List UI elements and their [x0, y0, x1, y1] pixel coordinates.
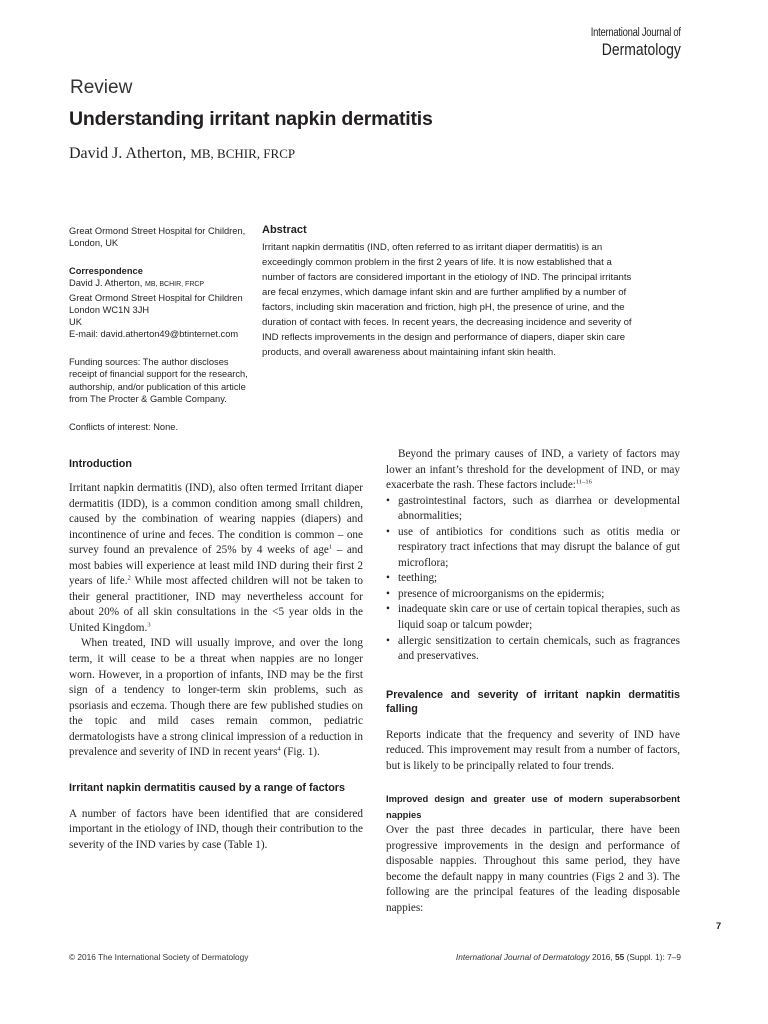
author-line	[69, 145, 295, 163]
footer-citation: International Journal of Dermatology 2016, 55 (Suppl. 1): 7–9	[455, 952, 681, 962]
footer-journal: International Journal of Dermatology	[455, 952, 590, 962]
design-paragraph: Over the past three decades in particular, there have been progressive improvements in the design and performance of disposable nappies. Throughout this same period, they have become the default nappy in many countries (Figs 2 and 3). The following are the principal features of the leading disposable nappies:	[386, 824, 680, 915]
beyond-paragraph: Beyond the primary causes of IND, a variety of factors may lower an infant’s threshold for the development of IND, or may exacerbate the rash. These factors include:$^{11-16}$	[386, 448, 680, 492]
abstract-line: exceedingly common problem in the first 2 years of life. It is now established that a	[262, 257, 612, 268]
abstract-line: products, and overall awareness about maintaining infant skin health.	[262, 347, 556, 358]
abstract-line: factors, including skin maceration and friction, high pH, the presence of urine, and the	[262, 302, 625, 313]
subsection-heading-design: Improved design and greater use of modern superabsorbent nappies	[386, 793, 680, 821]
contributing-factors-list	[386, 494, 680, 665]
abstract-heading: Abstract	[262, 224, 307, 236]
journal-logo	[571, 28, 681, 58]
journal-name-line1: International Journal of	[590, 27, 681, 39]
abstract-line: number of factors are considered important in the etiology of IND. The principal irritants	[262, 272, 632, 283]
page-number: 7	[716, 920, 722, 931]
introduction-paragraph-2: When treated, IND will usually improve, and over the long term, it will cease to be a threat when nappies are no longer worn. However, in a proportion of infants, IND may be the first sign of a tendency to longer-term skin problems, such as psoriasis and eczema. Though there are few published studies on the topic and mild cases remain common, pediatric dermatologists have a strong clinical impression of a reduction in prevalence and severity of IND in recent years$^4$ (Fig. 1).	[69, 637, 363, 759]
correspondence-heading: Correspondence	[69, 266, 143, 276]
affiliation	[69, 225, 254, 250]
prevalence-paragraph: Reports indicate that the frequency and severity of IND have reduced. This improvement may result from a number of factors, but is likely to be principally related to four trends.	[386, 728, 680, 772]
funding-line: Funding sources: The author discloses	[69, 357, 229, 367]
funding-line: from The Procter & Gamble Company.	[69, 393, 227, 404]
correspondence-degrees: MB, BCHIR, FRCP	[144, 281, 205, 289]
conflicts-statement: Conflicts of interest: None.	[69, 422, 179, 432]
abstract-line: duration of contact with feces. In recent years, the decreasing incidence and severity of	[262, 317, 632, 328]
abstract-line: are fecal enzymes, which damage infant skin and are further amplified by a number of	[262, 287, 627, 298]
correspondence-block	[69, 265, 254, 341]
correspondence-name: David J. Atherton, MB, BCHIR, FRCP	[69, 278, 205, 289]
section-heading-introduction: Introduction	[69, 458, 132, 470]
correspondence-email: E-mail: david.atherton49@btinternet.com	[69, 329, 239, 340]
affiliation-line: London, UK	[69, 238, 119, 249]
list-item: • inadequate skin care or use of certain topical therapies, such as liquid soap or talcum powder;	[386, 602, 680, 633]
journal-name-line2: Dermatology	[601, 39, 681, 59]
correspondence-line: UK	[69, 317, 82, 328]
section-heading-factors: Irritant napkin dermatitis caused by a range of factors	[69, 781, 345, 794]
footer-volume: 55	[615, 952, 625, 962]
article-title: Understanding irritant napkin dermatitis	[69, 108, 433, 130]
list-item: • allergic sensitization to certain chemicals, such as fragrances and preservatives.	[386, 634, 680, 665]
body-column-right	[386, 447, 680, 917]
abstract-line: IND reflects improvements in the design and performance of diapers, diaper skin care	[262, 332, 626, 343]
list-item: • gastrointestinal factors, such as diarrhea or developmental abnormalities;	[386, 494, 680, 525]
list-item: • teething;	[386, 571, 680, 587]
body-column-left	[69, 457, 363, 853]
abstract-body	[262, 240, 694, 360]
affiliation-line: Great Ormond Street Hospital for Children,	[69, 226, 246, 236]
footer-copyright: © 2016 The International Society of Dermatology	[69, 952, 249, 962]
abstract-line: Irritant napkin dermatitis (IND, often referred to as irritant diaper dermatitis) is an	[262, 242, 603, 253]
funding-line: authorship, and/or publication of this article	[69, 381, 246, 392]
factors-paragraph-1: A number of factors have been identified that are considered important in the etiology of IND, though their contribution to the severity of the IND varies by case (Table 1).	[69, 807, 363, 851]
correspondence-line: London WC1N 3JH	[69, 304, 150, 315]
correspondence-line: Great Ormond Street Hospital for Children	[69, 292, 243, 303]
author-degrees: MB, BCHIR, FRCP	[190, 146, 296, 161]
funding-line: receipt of financial support for the research,	[69, 369, 248, 380]
introduction-paragraph-1: Irritant napkin dermatitis (IND), also often termed Irritant diaper dermatitis (IDD), is a common condition among small children, caused by the combination of wearing nappies (diapers) and incontinence of urine and feces. The condition is common – one survey found an prevalence of 25% by 4 weeks of age$^1$ – and most babies will experience at least mild IND during their first 2 years of life.$^2$ While most affected children will not be taken to their general practitioner, IND may nevertheless account for about 20% of all skin consultations in the <5 year olds in the United Kingdom.$^3$	[69, 482, 364, 634]
funding-statement	[69, 356, 254, 405]
list-item: • use of antibiotics for conditions such as otitis media or respiratory tract infections that may disrupt the balance of gut microflora;	[386, 525, 680, 572]
article-type: Review	[70, 77, 133, 98]
section-heading-prevalence: Prevalence and severity of irritant napkin dermatitis falling	[386, 688, 680, 715]
list-item: • presence of microorganisms on the epidermis;	[386, 587, 680, 603]
author-name: David J. Atherton,	[69, 145, 187, 162]
